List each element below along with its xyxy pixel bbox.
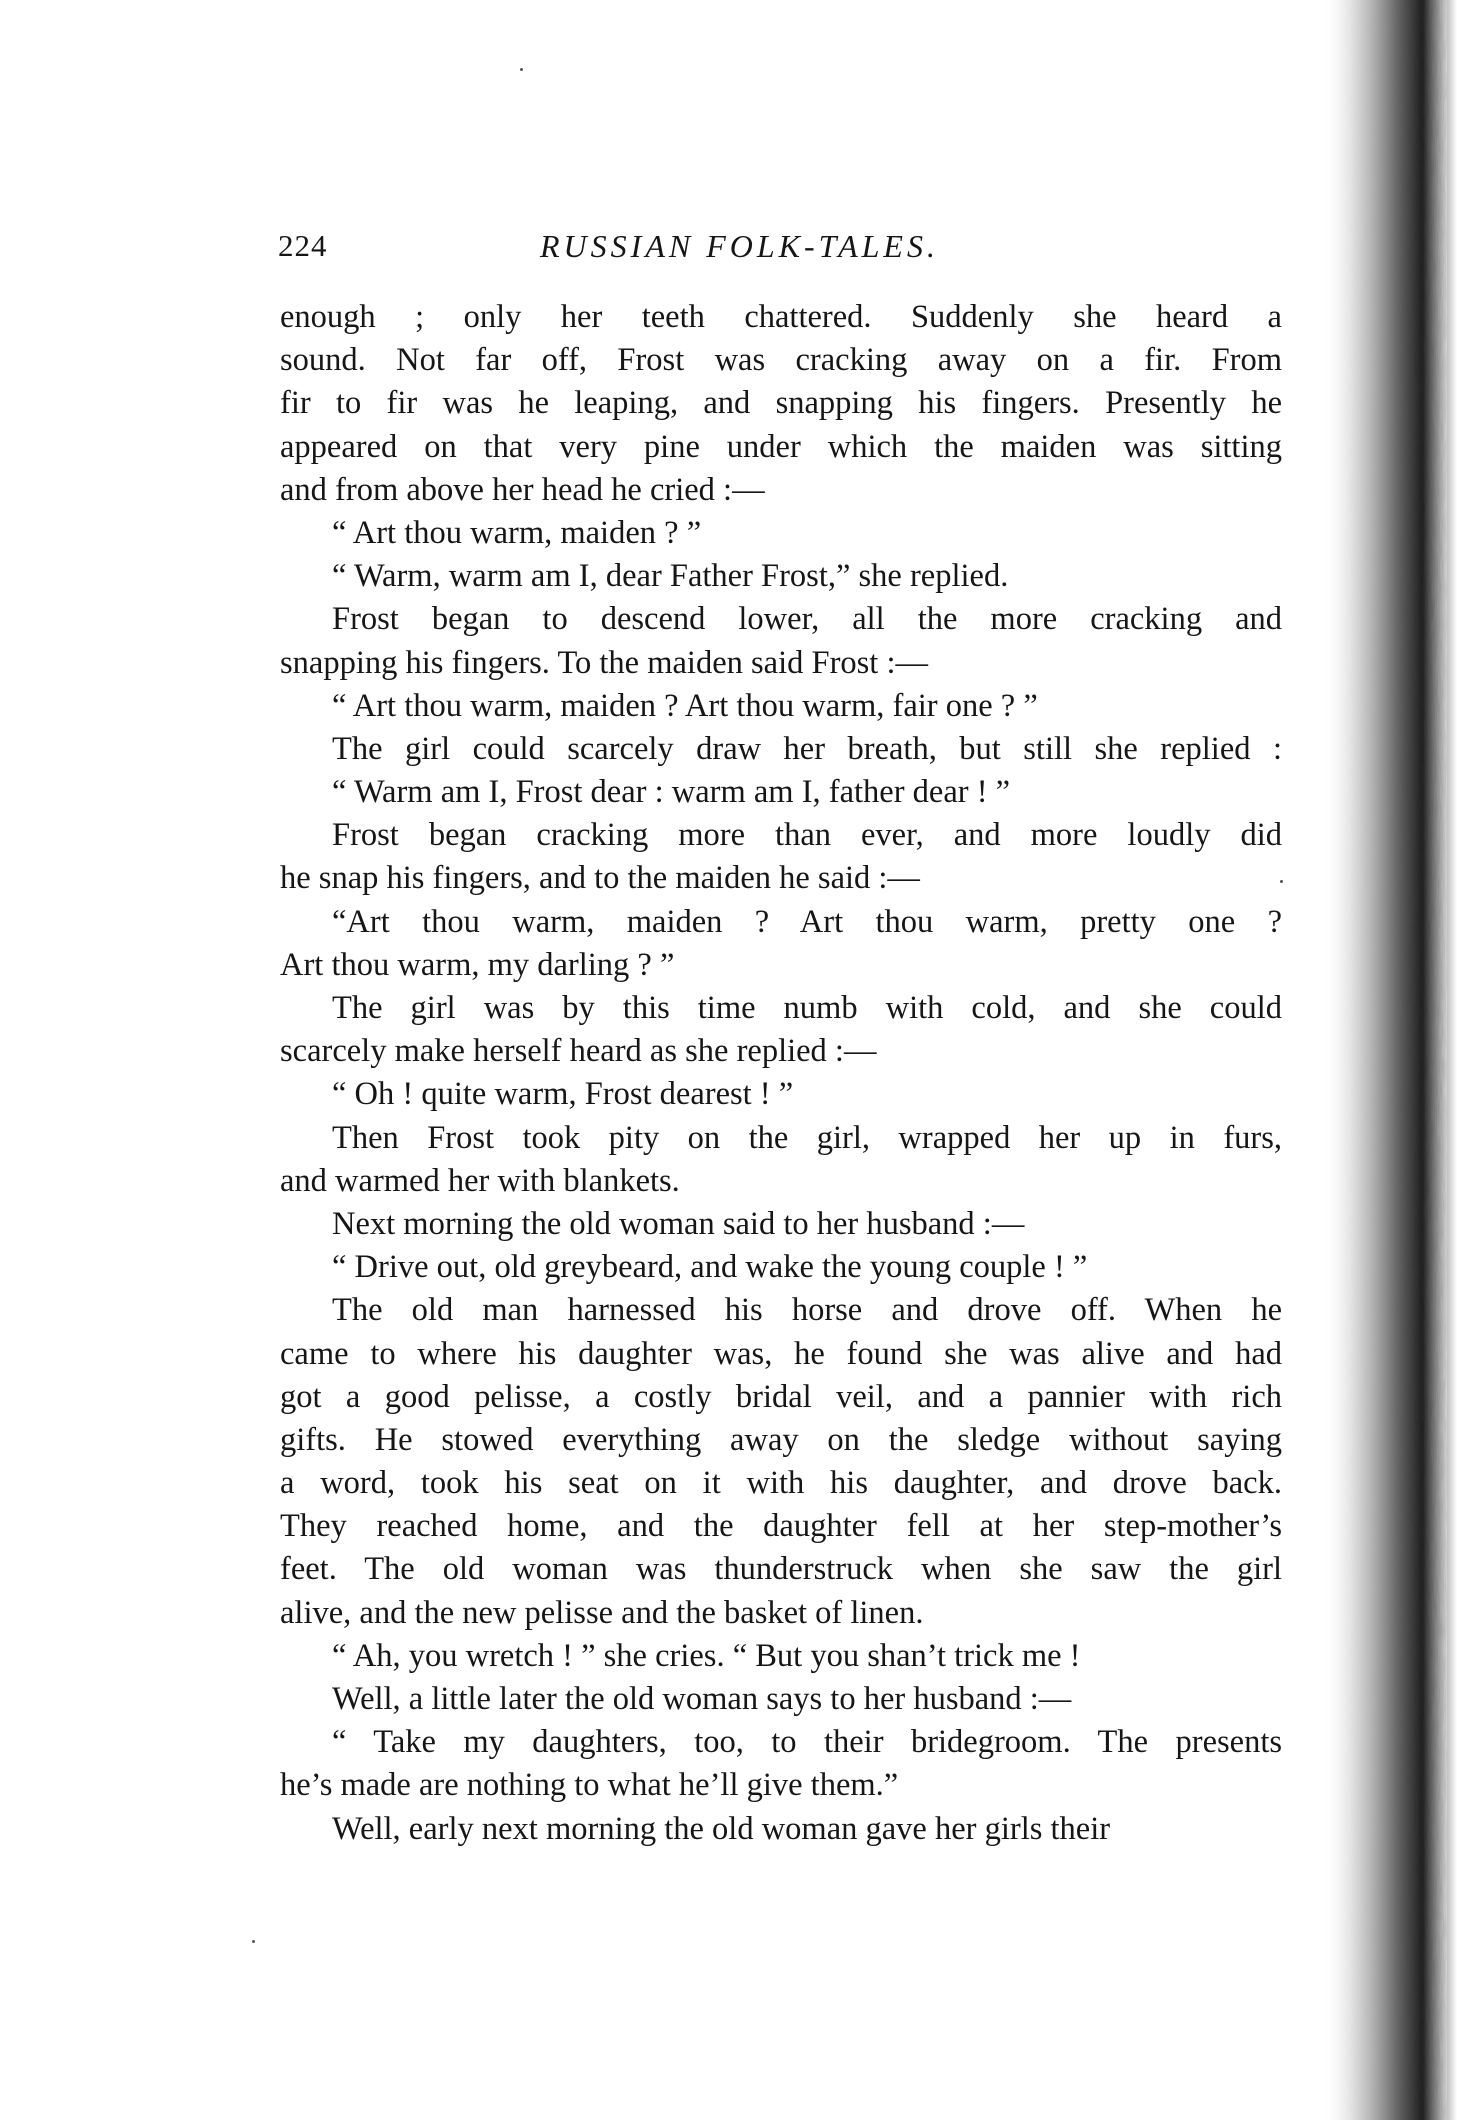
text-line: “ Warm am I, Frost dear : warm am I, father dear ! ” bbox=[332, 774, 1011, 811]
speck-mark bbox=[520, 68, 523, 71]
text-line: and warmed her with blankets. bbox=[280, 1162, 680, 1199]
text-line: snapping his fingers. To the maiden said Frost :— bbox=[280, 644, 928, 681]
text-line: got a good pelisse, a costly bridal veil, and a pannier with rich bbox=[280, 1378, 1282, 1415]
text-line: Next morning the old woman said to her husband :— bbox=[332, 1205, 1025, 1242]
text-line: fir to fir was he leaping, and snapping his fingers. Presently he bbox=[280, 385, 1282, 422]
running-title: RUSSIAN FOLK-TALES. bbox=[540, 228, 939, 264]
text-line: alive, and the new pelisse and the basket of linen. bbox=[280, 1594, 924, 1631]
text-line: Frost began cracking more than ever, and more loudly did bbox=[332, 817, 1282, 854]
text-line: Frost began to descend lower, all the more cracking and bbox=[332, 601, 1282, 638]
text-line: came to where his daughter was, he found she was alive and had bbox=[280, 1335, 1282, 1372]
text-line: They reached home, and the daughter fell at her step-mother’s bbox=[280, 1508, 1282, 1545]
text-line: Art thou warm, my darling ? ” bbox=[280, 946, 675, 983]
text-line: appeared on that very pine under which the maiden was sitting bbox=[280, 428, 1282, 465]
text-line: “ Art thou warm, maiden ? Art thou warm, fair one ? ” bbox=[332, 687, 1038, 724]
text-line: a word, took his seat on it with his daughter, and drove back. bbox=[280, 1465, 1282, 1502]
page-header bbox=[278, 228, 1248, 278]
text-line: “ Oh ! quite warm, Frost dearest ! ” bbox=[332, 1076, 794, 1113]
text-line: Well, early next morning the old woman gave her girls their bbox=[332, 1810, 1111, 1847]
body-text bbox=[280, 296, 1282, 1851]
text-line: enough ; only her teeth chattered. Suddenly she heard a bbox=[280, 299, 1282, 335]
text-line: he’s made are nothing to what he’ll give them.” bbox=[280, 1767, 899, 1804]
speck-mark bbox=[252, 1940, 255, 1943]
text-line: Well, a little later the old woman says to her husband :— bbox=[332, 1681, 1072, 1717]
text-line: sound. Not far off, Frost was cracking away on a fir. From bbox=[280, 342, 1282, 379]
gutter-shadow bbox=[1322, 0, 1457, 2120]
text-line: he snap his fingers, and to the maiden he said :— bbox=[280, 860, 920, 897]
page-number: 224 bbox=[278, 228, 328, 263]
text-line: gifts. He stowed everything away on the sledge without saying bbox=[280, 1421, 1282, 1458]
text-line: “ Ah, you wretch ! ” she cries. “ But you shan’t trick me ! bbox=[332, 1637, 1081, 1674]
text-line: The girl could scarcely draw her breath, but still she replied : bbox=[332, 730, 1282, 767]
text-line: “ Art thou warm, maiden ? ” bbox=[332, 514, 702, 551]
text-line: Then Frost took pity on the girl, wrapped her up in furs, bbox=[332, 1119, 1282, 1156]
speck-mark bbox=[1280, 880, 1283, 883]
text-line: feet. The old woman was thunderstruck when she saw the girl bbox=[280, 1551, 1282, 1588]
text-line: “Art thou warm, maiden ? Art thou warm, pretty one ? bbox=[332, 903, 1282, 940]
text-line: scarcely make herself heard as she replied :— bbox=[280, 1033, 877, 1070]
text-line: The girl was by this time numb with cold, and she could bbox=[332, 990, 1282, 1026]
text-line: “ Drive out, old greybeard, and wake the young couple ! ” bbox=[332, 1249, 1088, 1286]
text-line: “ Warm, warm am I, dear Father Frost,” she replied. bbox=[332, 558, 1009, 595]
text-line: and from above her head he cried :— bbox=[280, 471, 765, 508]
text-line: “ Take my daughters, too, to their bridegroom. The presents bbox=[332, 1724, 1282, 1761]
text-line: The old man harnessed his horse and drove off. When he bbox=[332, 1292, 1282, 1329]
